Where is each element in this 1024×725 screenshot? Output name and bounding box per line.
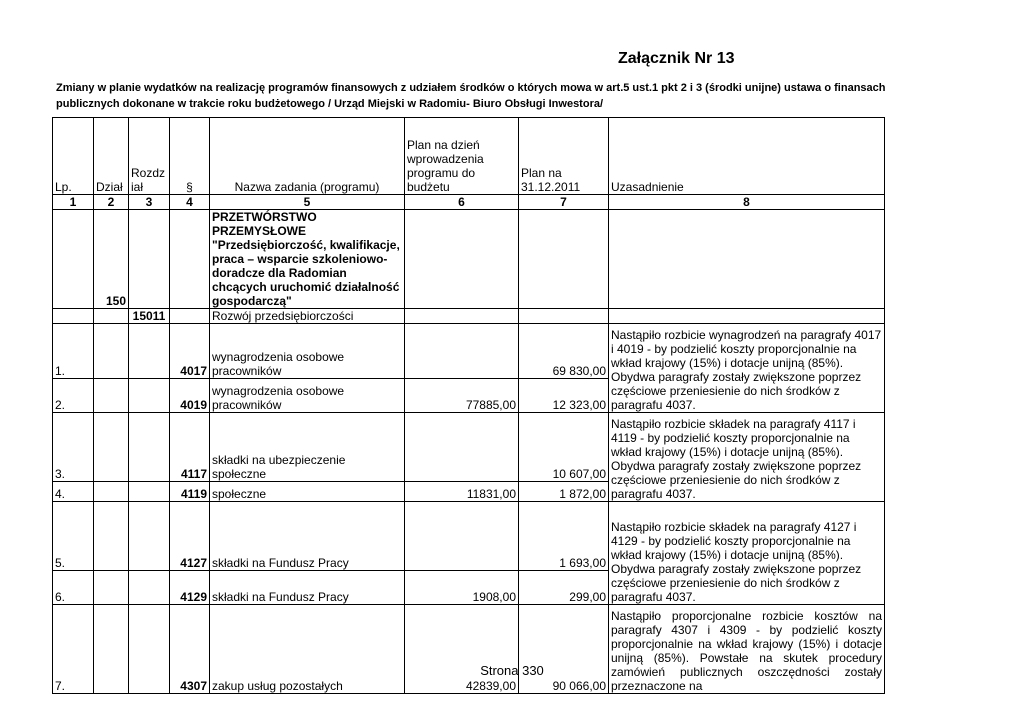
row-lp: 1. [53,324,94,379]
table-row [53,413,885,482]
row-nazwa: społeczne [210,482,405,502]
row-plan-koniec: 1 693,00 [519,502,609,571]
row-lp: 5. [53,502,94,571]
header-dzial: Dział [94,118,129,195]
row-paragraf: 4129 [170,571,210,605]
row-nazwa: składki na Fundusz Pracy [210,571,405,605]
row-justification: Nastąpiło rozbicie składek na paragrafy 4117 i 4119 - by podzielić koszty proporcjonalnie na wkład krajowy (15%) i dotacje unijną (85%). Obydwa paragrafy zostały zwiększone poprzez częściowe przeniesienie do nich środków z paragrafu 4037. [609,413,885,502]
chapter-code: 15011 [129,309,170,324]
header-plan-koniec: Plan na 31.12.2011 [519,118,609,195]
row-plan-dzien [405,413,519,482]
row-nazwa: wynagrodzenia osobowe pracowników [210,378,405,412]
section-description: PRZETWÓRSTWO PRZEMYSŁOWE "Przedsiębiorczość, kwalifikacje, praca – wsparcie szkoleniowo-doradcze dla Radomian chcących uruchomić działalność gospodarczą" [210,210,405,309]
column-number: 4 [170,195,210,210]
header-row [53,118,885,195]
table-row [53,324,885,379]
chapter-name: Rozwój przedsiębiorczości [210,309,405,324]
column-number: 8 [609,195,885,210]
row-plan-dzien: 11831,00 [405,482,519,502]
page-number: Strona 330 [480,663,544,678]
chapter-row [53,309,885,324]
row-plan-koniec: 12 323,00 [519,378,609,412]
header-paragraf: § [170,118,210,195]
column-number: 5 [210,195,405,210]
row-lp: 3. [53,413,94,482]
row-justification: Nastąpiło proporcjonalne rozbicie kosztów na paragrafy 4307 i 4309 - by podzielić koszty proporcjonalnie na wkład krajowy (15%) i dotacje unijną (85%). Powstałe na skutek procedury zamówień publicznych oszczędności zostały przeznaczone na [609,605,885,694]
row-plan-koniec: 299,00 [519,571,609,605]
column-number: 7 [519,195,609,210]
row-nazwa: wynagrodzenia osobowe pracowników [210,324,405,379]
row-plan-koniec: 10 607,00 [519,413,609,482]
column-number: 2 [94,195,129,210]
header-nazwa: Nazwa zadania (programu) [210,118,405,195]
row-paragraf: 4017 [170,324,210,379]
row-lp: 2. [53,378,94,412]
table-row [53,502,885,571]
document-intro: Zmiany w planie wydatków na realizację programów finansowych z udziałem środków o których mowa w art.5 ust.1 pkt 2 i 3 (środki unijne) ustawa o finansach publicznych dokonane w trakcie roku budżetowego / Urząd Miejski w Radomiu- Biuro Obsługi Inwestora/ [56,82,886,110]
budget-table [52,117,885,694]
row-justification: Nastąpiło rozbicie składek na paragrafy 4127 i 4129 - by podzielić koszty proporcjonalnie na wkład krajowy (15%) i dotacje unijną (85%). Obydwa paragrafy zostały zwiększone poprzez częściowe przeniesienie do nich środków z paragrafu 4037. [609,502,885,605]
column-number: 3 [129,195,170,210]
section-row [53,210,885,309]
row-lp: 7. [53,605,94,694]
attachment-title: Załącznik Nr 13 [618,50,735,67]
row-plan-dzien: 1908,00 [405,571,519,605]
header-lp: Lp. [53,118,94,195]
row-plan-koniec: 1 872,00 [519,482,609,502]
row-paragraf: 4127 [170,502,210,571]
row-plan-dzien [405,324,519,379]
row-lp: 4. [53,482,94,502]
row-paragraf: 4019 [170,378,210,412]
row-paragraf: 4117 [170,413,210,482]
row-lp: 6. [53,571,94,605]
row-paragraf: 4307 [170,605,210,694]
header-rozdzial: Rozdz iał [129,118,170,195]
row-nazwa: składki na ubezpieczenie społeczne [210,413,405,482]
column-number-row [53,195,885,210]
header-uzasadnienie: Uzasadnienie [609,118,885,195]
column-number: 6 [405,195,519,210]
row-paragraf: 4119 [170,482,210,502]
table-row [53,605,885,694]
row-plan-dzien: 77885,00 [405,378,519,412]
row-nazwa: składki na Fundusz Pracy [210,502,405,571]
row-plan-koniec: 90 066,00 [519,605,609,694]
row-plan-koniec: 69 830,00 [519,324,609,379]
row-plan-dzien: 42839,00 [405,605,519,694]
column-number: 1 [53,195,94,210]
section-dzial: 150 [94,210,129,309]
row-nazwa: zakup usług pozostałych [210,605,405,694]
header-plan-dzien: Plan na dzień wprowadzenia programu do budżetu [405,118,519,195]
row-justification: Nastąpiło rozbicie wynagrodzeń na paragrafy 4017 i 4019 - by podzielić koszty proporcjonalnie na wkład krajowy (15%) i dotacje unijną (85%). Obydwa paragrafy zostały zwiększone poprzez częściowe przeniesienie do nich środków z paragrafu 4037. [609,324,885,413]
row-plan-dzien [405,502,519,571]
